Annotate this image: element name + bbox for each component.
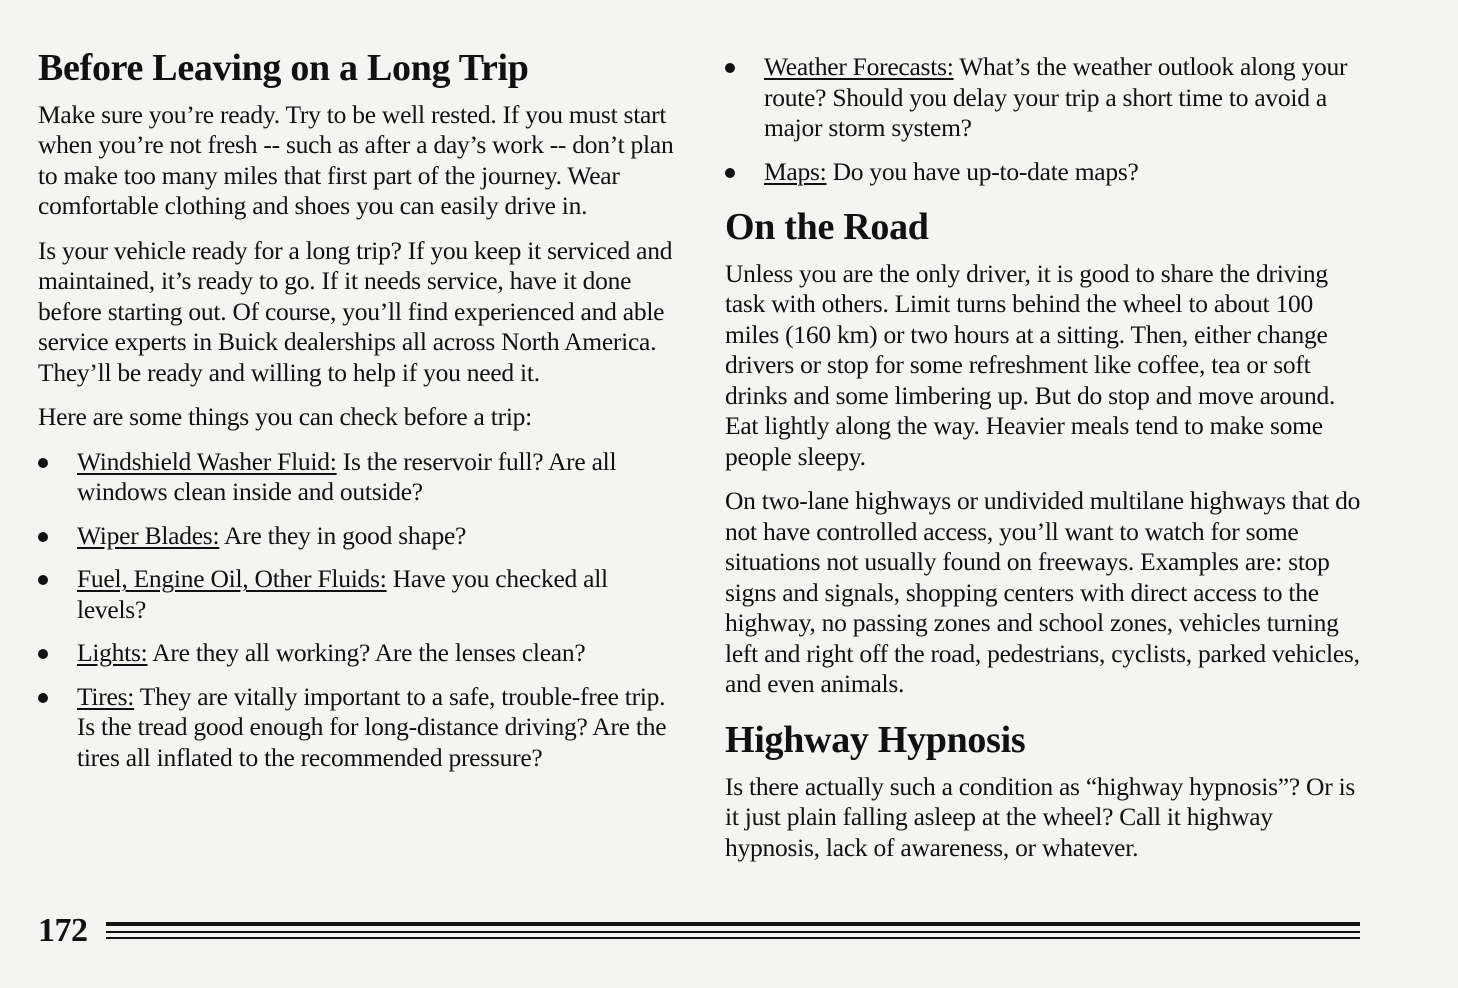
checklist-item [38, 682, 678, 774]
checklist-item [38, 447, 678, 508]
section-heading-long-trip: Before Leaving on a Long Trip [38, 47, 529, 89]
item-text: What’s the weather outlook along your route? Should you delay your trip a short time to avoid a major storm system? [764, 52, 1348, 142]
checklist-item [725, 157, 1365, 188]
paragraph: On two-lane highways or undivided multilane highways that do not have controlled access, you’ll want to watch for some situations not usually found on freeways. Examples are: stop signs and signals, shopping centers with direct access to the highway, no passing zones and school zones, vehicles turning left and right off the road, pedestrians, cyclists, parked vehicles, and even animals. [725, 486, 1361, 699]
page-number: 172 [38, 912, 88, 949]
item-text: Do you have up-to-date maps? [826, 156, 1139, 186]
paragraph: Make sure you’re ready. Try to be well rested. If you must start when you’re not fresh -- such as after a day’s work -- don’t plan to make too many miles that first part of the journey. Wear comfortable clothing and shoes you can easily drive in. [38, 99, 674, 221]
item-term: Tires: [77, 681, 135, 711]
checklist-item [725, 52, 1365, 144]
item-term: Fuel, Engine Oil, Other Fluids: [77, 564, 387, 594]
bullet-icon [38, 575, 48, 585]
bullet-icon [38, 458, 48, 468]
footer-rule [106, 937, 1360, 939]
item-term: Maps: [764, 156, 827, 186]
paragraph: Here are some things you can check before a trip: [38, 402, 532, 432]
item-text: They are vitally important to a safe, trouble-free trip. Is the tread good enough for long-distance driving? Are the tires all inflated to the recommended pressure? [77, 681, 667, 772]
left-column [38, 48, 678, 786]
paragraph: Is your vehicle ready for a long trip? If you keep it serviced and maintained, it’s ready to go. If it needs service, have it done before starting out. Of course, you’ll find experienced and able service experts in Buick dealerships all across North America. They’ll be ready and willing to help if you need it. [38, 235, 673, 387]
bullet-icon [725, 63, 735, 73]
paragraph: Is there actually such a condition as “highway hypnosis”? Or is it just plain falling asleep at the wheel? Call it highway hypnosis, lack of awareness, or whatever. [725, 771, 1356, 862]
item-text: Are they all working? Are the lenses clean? [147, 638, 586, 668]
item-term: Wiper Blades: [77, 520, 220, 550]
bullet-icon [38, 649, 48, 659]
footer-rule [106, 931, 1360, 933]
right-column [725, 52, 1365, 877]
checklist-continued [725, 52, 1365, 187]
item-text: Have you checked all levels? [77, 564, 608, 624]
checklist [38, 447, 678, 774]
item-term: Windshield Washer Fluid: [77, 446, 337, 476]
paragraph: Unless you are the only driver, it is good to share the driving task with others. Limit turns behind the wheel to about 100 miles (160 km) or two hours at a sitting. Then, either change drivers or stop for some refreshment like coffee, tea or soft drinks and some limbering up. But do stop and move around. Eat lightly along the way. Heavier meals tend to make some people sleepy. [725, 258, 1336, 471]
checklist-item [38, 638, 678, 669]
item-term: Lights: [77, 638, 148, 668]
item-term: Weather Forecasts: [764, 52, 954, 81]
section-heading-highway-hypnosis: Highway Hypnosis [725, 718, 1026, 761]
bullet-icon [38, 693, 48, 703]
checklist-item [38, 564, 678, 625]
item-text: Is the reservoir full? Are all windows clean inside and outside? [77, 446, 617, 507]
item-text: Are they in good shape? [219, 520, 467, 550]
page-footer [38, 912, 1360, 952]
footer-rule [106, 922, 1360, 926]
bullet-icon [725, 168, 735, 178]
section-heading-on-the-road: On the Road [725, 206, 929, 248]
checklist-item [38, 521, 678, 552]
bullet-icon [38, 532, 48, 542]
